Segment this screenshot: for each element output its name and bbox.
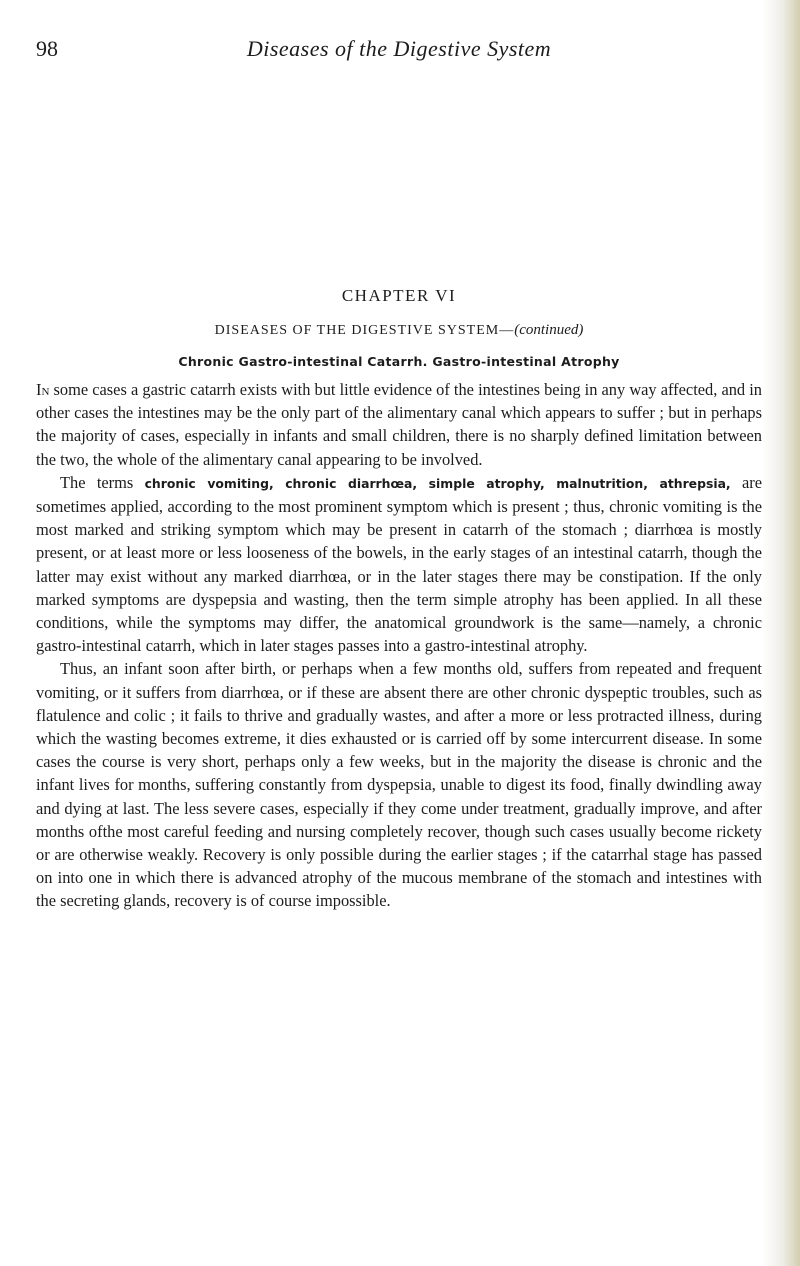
body-text [36,378,762,913]
page-number: 98 [36,36,58,61]
paragraph-1-lead: In [36,380,50,399]
paragraph-2 [36,471,762,658]
page-edge-shadow [762,0,800,1266]
section-dash: — [499,323,515,338]
section-continued: (continued) [514,322,584,338]
paragraph-3 [36,657,762,912]
section-title [36,322,762,339]
paragraph-2-terms: chronic vomiting, chronic diarrhœa, simple atrophy, malnutrition, athrepsia, [144,475,731,491]
section-title-text: DISEASES OF THE DIGESTIVE SYSTEM [214,323,500,338]
running-head [36,36,762,68]
chapter-title: CHAPTER VI [341,286,457,305]
running-title: Diseases of the Digestive System [246,36,552,61]
paragraph-1-text: some cases a gastric catarrh exists with but little evidence of the intestines being in any way affected, and in other cases the intestines may be the only part of the alimentary canal which appears to suffer ; but in perhaps the majority of cases, especially in infants and small children, there is no sharply defined limitation between the two, the whole of the alimentary canal appearing to be involved. [36,380,762,469]
paragraph-3-text: Thus, an infant soon after birth, or perhaps when a few months old, suffers from repeated and frequent vomiting, or it suffers from diarrhœa, or if these are absent there are other chronic dyspeptic troubles, such as flatulence and colic ; it fails to thrive and gradually wastes, and after a more or less protracted illness, during which the wasting becomes extreme, it dies exhausted or is carried off by some intercurrent disease. In some cases the course is very short, perhaps only a few weeks, but in the majority the disease is chronic and the infant lives for months, suffering constantly from dyspepsia, unable to digest its food, finally dwindling away and dying at last. The less severe cases, especially if they come under treatment, gradually improve, and after months ofthe most careful feeding and nursing completely recover, though such cases usually become rickety or are otherwise weakly. Recovery is only possible during the earlier stages ; if the catarrhal stage has passed on into one in which there is advanced atrophy of the mucous membrane of the stomach and intestines with the secreting glands, recovery is of course impossible. [36,659,762,911]
paragraph-2-lead: The terms [60,472,145,492]
paragraph-2-text: are sometimes applied, according to the most prominent symptom which is present ; thus, chronic vomiting is the most marked and striking symptom which may be present in catarrh of the stomach ; diarrhœa is mostly present, or at least more or less looseness of the bowels, in the early stages of an intestinal catarrh, though the latter may exist without any marked diarrhœa, or in the later stages there may be constipation. If the only marked symptoms are dyspepsia and wasting, then the term simple atrophy has been applied. In all these conditions, while the symptoms may differ, the anatomical groundwork is the same—namely, a chronic gastro-intestinal catarrh, which in later stages passes into a gastro-intestinal atrophy. [36,472,763,656]
subheading: Chronic Gastro-intestinal Catarrh. Gastro-intestinal Atrophy [178,354,620,369]
paragraph-1 [36,378,762,471]
